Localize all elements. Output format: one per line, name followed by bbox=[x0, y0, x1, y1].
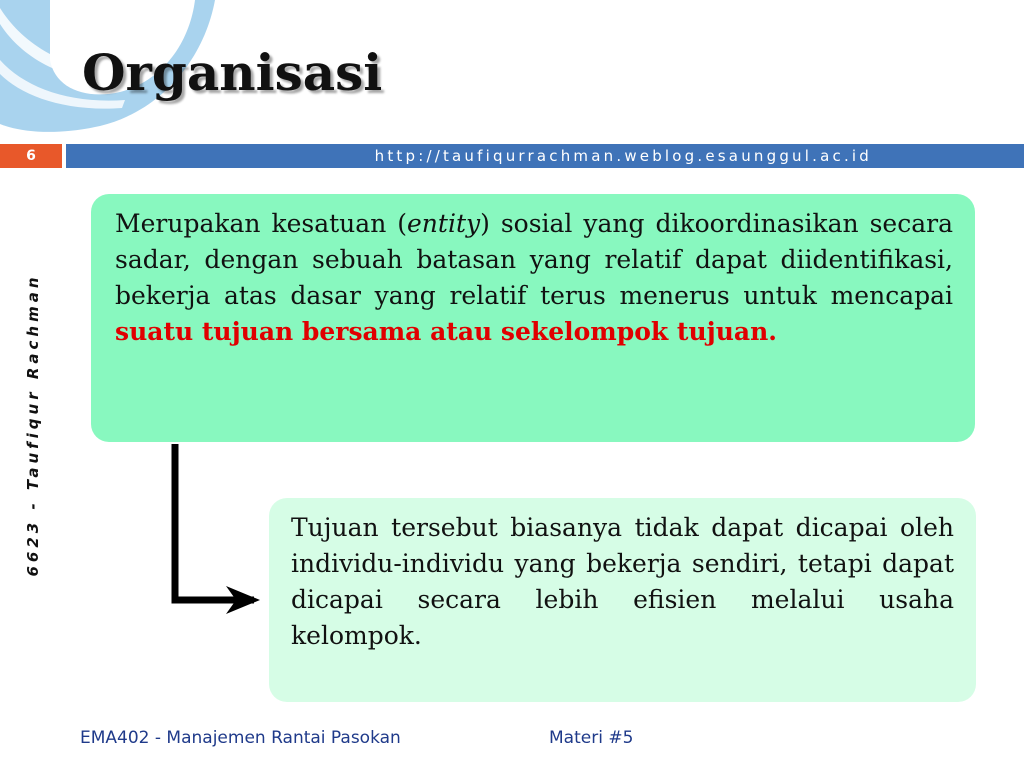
url-text: http://taufiqurrachman.weblog.esaunggul.ac.id bbox=[374, 147, 872, 165]
explanation-text: Tujuan tersebut biasanya tidak dapat dicapai oleh individu-individu yang bekerja sendiri, tetapi dapat dicapai secara lebih efisien melalui usaha kelompok. bbox=[291, 513, 954, 650]
slide-number: 6 bbox=[0, 144, 62, 168]
footer-course: EMA402 - Manajemen Rantai Pasokan bbox=[80, 728, 401, 748]
slide-title: Organisasi bbox=[82, 43, 383, 102]
explanation-box bbox=[269, 498, 976, 702]
flow-arrow bbox=[160, 440, 270, 620]
definition-box bbox=[91, 194, 975, 442]
definition-text-b: ) sosial yang dikoordinasikan secara sadar, dengan sebuah batasan yang relatif dapat diidentifikasi, bekerja atas dasar yang relatif terus menerus untuk mencapai bbox=[115, 209, 953, 310]
author-label: 6623 - Taufiqur Rachman bbox=[24, 273, 42, 577]
footer-materi: Materi #5 bbox=[549, 728, 634, 748]
url-bar bbox=[66, 144, 1024, 168]
definition-highlight: suatu tujuan bersama atau sekelompok tujuan. bbox=[115, 317, 777, 346]
definition-text-a: Merupakan kesatuan ( bbox=[115, 209, 407, 238]
definition-entity-term: entity bbox=[407, 209, 481, 238]
